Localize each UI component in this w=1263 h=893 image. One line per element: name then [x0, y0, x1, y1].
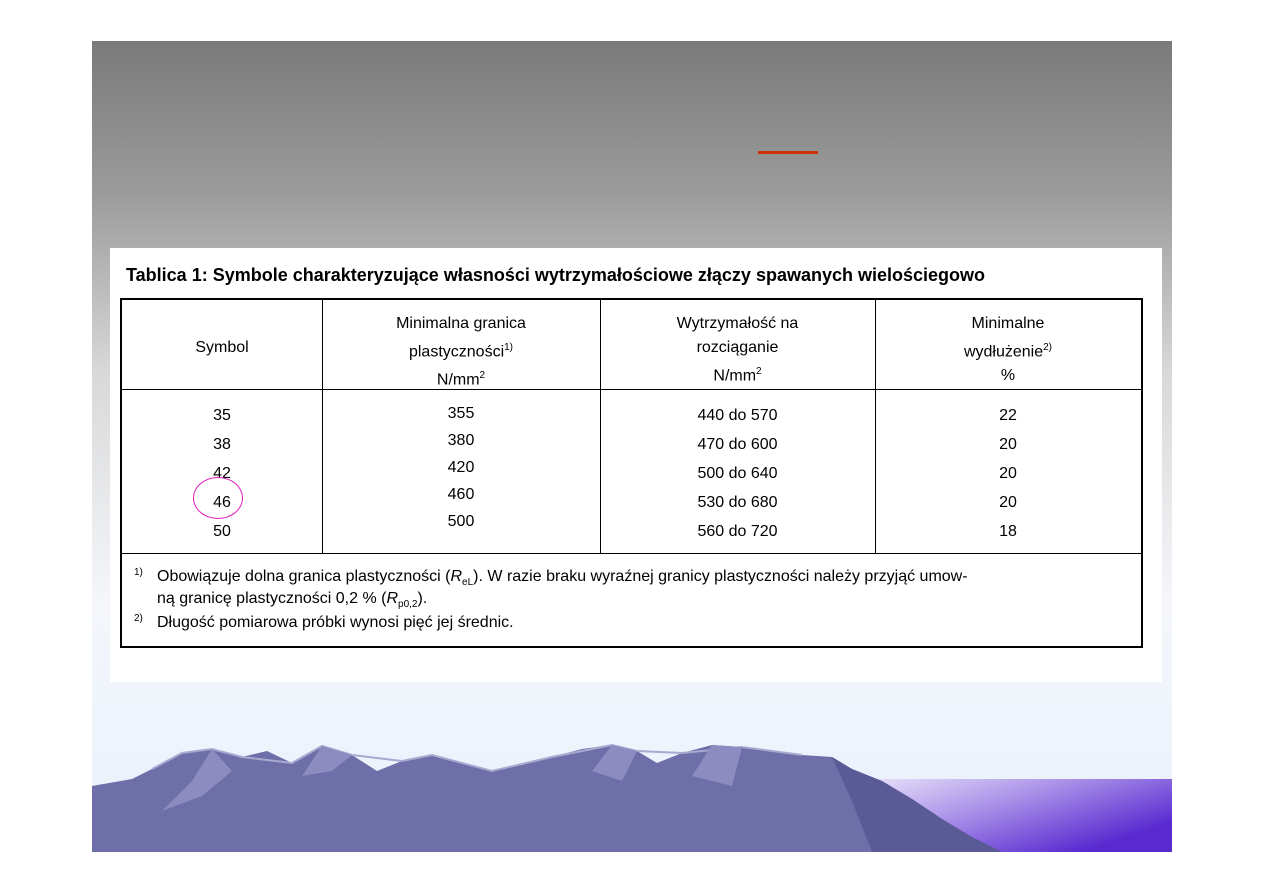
- elongation-cell: 20: [999, 436, 1017, 453]
- yield-cell: 460: [447, 486, 475, 503]
- tensile-cell: 560 do 720: [697, 523, 778, 540]
- header-elongation: Minimalne wydłużenie$^{2)}$ %: [963, 315, 1053, 385]
- slide: [92, 41, 1172, 852]
- mountain-landscape: [92, 741, 1172, 852]
- elongation-cell: 22: [999, 407, 1017, 424]
- elongation-cell: 20: [999, 494, 1017, 511]
- yield-cell: 500: [447, 513, 475, 530]
- symbol-cell: 38: [213, 436, 231, 453]
- yield-cell: 355: [447, 405, 475, 422]
- yield-cell: 420: [447, 459, 475, 476]
- elongation-cell: 20: [999, 465, 1017, 482]
- tensile-cell: 530 do 680: [697, 494, 778, 511]
- highlight-circle: [193, 477, 243, 519]
- tensile-cell: 440 do 570: [697, 407, 778, 424]
- accent-line: [758, 151, 818, 154]
- elongation-column: [875, 401, 1141, 546]
- footnote-divider: [122, 553, 1141, 554]
- yield-strength-column: [322, 400, 600, 535]
- table-title: Tablica 1: Symbole charakteryzujące własności wytrzymałościowe złączy spawanych wielościegowo: [126, 265, 986, 285]
- symbol-column: [122, 401, 322, 546]
- header-symbol: Symbol: [195, 339, 249, 356]
- header-tensile-strength: Wytrzymałość na rozciąganie $N/mm^2$: [676, 315, 799, 385]
- tensile-cell: 470 do 600: [697, 436, 778, 453]
- elongation-cell: 18: [999, 523, 1017, 540]
- properties-table: Symbol Minimalna granica plastyczności$^{1)}$ $N/mm^2$ Wytrzymałość na rozciąganie $N/mm^2$ Minimalne wydłużenie$^{2)}$ % 35 38 42 46 50 355 380 420 460 500 440 do 570 470 do 600 500 do 640 530 do 680 560 do 720 22 20 20 20 18 1) Obowiązuje dolna granica plastyczności $(R_{eL})$. W razie braku wyraźnej granicy plastyczności należy przyjąć umow- ną granicę plastyczności 0,2 % $(R_{p0,2})$. 2) Długość pomiarowa próbki wynosi pięć jej średnic.: [120, 298, 1143, 648]
- header-divider: [122, 389, 1141, 390]
- table-panel: [110, 248, 1162, 682]
- tensile-strength-column: [600, 401, 875, 546]
- header-yield-strength: Minimalna granica plastyczności$^{1)}$ $N/mm^2$: [396, 315, 526, 389]
- symbol-cell: 50: [213, 523, 231, 540]
- tensile-cell: 500 do 640: [697, 465, 778, 482]
- yield-cell: 380: [447, 432, 475, 449]
- symbol-cell: 35: [213, 407, 231, 424]
- symbol-cell: 42: [213, 465, 231, 482]
- symbol-cell: 46: [213, 494, 231, 511]
